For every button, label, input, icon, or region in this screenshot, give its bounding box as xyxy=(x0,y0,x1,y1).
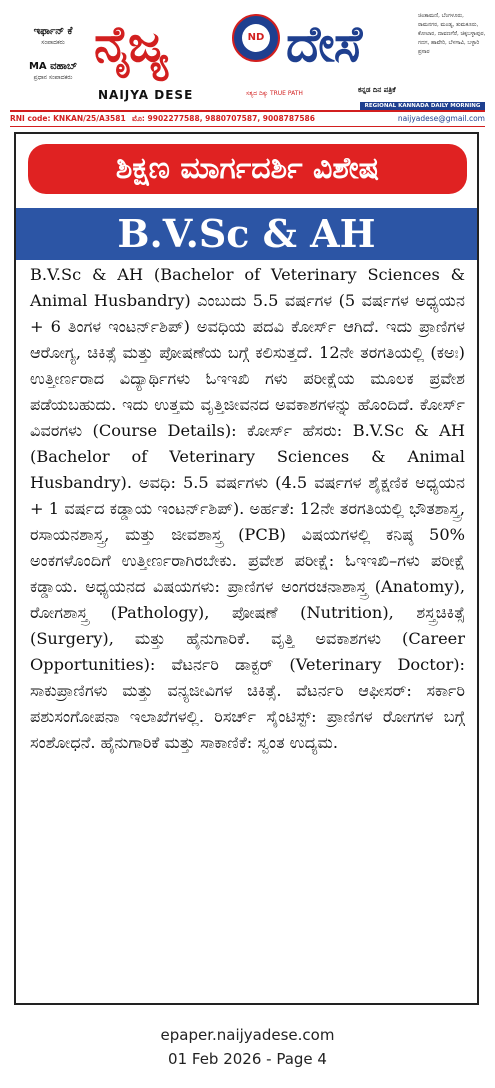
chief-editor-name: MA ವಹಾಬ್ xyxy=(28,61,78,72)
chief-editor-role: ಪ್ರಧಾನ ಸಂಪಾದಕರು xyxy=(33,74,73,81)
editor-name: ಇರ್ಫಾನ್ ಕೆ xyxy=(33,26,73,37)
newspaper-emblem-icon: ND xyxy=(232,14,280,62)
masthead-title-left: ನೈಜ್ಯ xyxy=(94,15,168,73)
email-address: naijyadese@gmail.com xyxy=(397,114,485,123)
masthead-english-name: NAIJYA DESE xyxy=(98,88,194,102)
editor-credits xyxy=(10,26,96,96)
article-body: B.V.Sc & AH (Bachelor of Veterinary Sciences & Animal Husbandry) ಎಂಬುದು 5.5 ವರ್ಷಗಳ (5 ವರ್ಷಗಳ ಅಧ್ಯಯನ + 6 ತಿಂಗಳ ಇಂಟರ್ನ್‌ಶಿಪ್) ಅವಧಿಯ ಪದವಿ ಕೋರ್ಸ್ ಆಗಿದೆ. ಇದು ಪ್ರಾಣಿಗಳ ಆರೋಗ್ಯ, ಚಿಕಿತ್ಸೆ ಮತ್ತು ಪೋಷಣೆಯ ಬಗ್ಗೆ ಕಲಿಸುತ್ತದೆ. 12ನೇ ತರಗತಿಯಲ್ಲಿ (ಕಅಃ) ಉತ್ತೀರ್ಣರಾದ ವಿದ್ಯಾರ್ಥಿಗಳು ಓಇಇಖಿ ಗಳು ಪರೀಕ್ಷೆಯ ಮೂಲಕ ಪ್ರವೇಶ ಪಡೆಯಬಹುದು. ಇದು ಉತ್ತಮ ವೃತ್ತಿಜೀವನದ ಅವಕಾಶಗಳನ್ನು ಹೊಂದಿದೆ. ಕೋರ್ಸ್ ವಿವರಗಳು (Course Details): ಕೋರ್ಸ್ ಹೆಸರು: B.V.Sc & AH (Bachelor of Veterinary Sciences & Animal Husbandry). ಅವಧಿ: 5.5 ವರ್ಷಗಳು (4.5 ವರ್ಷಗಳ ಶೈಕ್ಷಣಿಕ ಅಧ್ಯಯನ + 1 ವರ್ಷದ ಕಡ್ಡಾಯ ಇಂಟರ್ನ್‌ಶಿಪ್). ಅರ್ಹತೆ: 12ನೇ ತರಗತಿಯಲ್ಲಿ ಭೌತಶಾಸ್ತ್ರ, ರಸಾಯನಶಾಸ್ತ್ರ, ಮತ್ತು ಜೀವಶಾಸ್ತ್ರ (PCB) ವಿಷಯಗಳಲ್ಲಿ ಕನಿಷ್ಠ 50% ಅಂಕಗಳೊಂದಿಗೆ ಉತ್ತೀರ್ಣರಾಗಿರಬೇಕು. ಪ್ರವೇಶ ಪರೀಕ್ಷೆ: ಓಇಇಖಿ–ಗಳು ಪರೀಕ್ಷೆ ಕಡ್ಡಾಯ. ಅಧ್ಯಯನದ ವಿಷಯಗಳು: ಪ್ರಾಣಿಗಳ ಅಂಗರಚನಾಶಾಸ್ತ್ರ (Anatomy), ರೋಗಶಾಸ್ತ್ರ (Pathology), ಪೋಷಣೆ (Nutrition), ಶಸ್ತ್ರಚಿಕಿತ್ಸೆ (Surgery), ಮತ್ತು ಹೈನುಗಾರಿಕೆ. ವೃತ್ತಿ ಅವಕಾಶಗಳು (Career Opportunities): ವೆಟರ್ನರಿ ಡಾಕ್ಟರ್ (Veterinary Doctor): ಸಾಕುಪ್ರಾಣಿಗಳು ಮತ್ತು ವನ್ಯಜೀವಿಗಳ ಚಿಕಿತ್ಸೆ. ವೆಟರ್ನರಿ ಆಫೀಸರ್: ಸರ್ಕಾರಿ ಪಶುಸಂಗೋಪನಾ ಇಲಾಖೆಗಳಲ್ಲಿ. ರಿಸರ್ಚ್ ಸೈಂಟಿಸ್ಟ್: ಪ್ರಾಣಿಗಳ ರೋಗಗಳ ಬಗ್ಗೆ ಸಂಶೋಧನೆ. ಹೈನುಗಾರಿಕೆ ಮತ್ತು ಸಾಕಾಣಿಕೆ: ಸ್ವಂತ ಉದ್ಯಮ. xyxy=(30,265,465,752)
rni-code: RNI code: KNKAN/25/A3581 xyxy=(10,114,126,123)
editor-role: ಸಂಪಾದಕರು xyxy=(41,39,65,46)
masthead-tagline: ಸತ್ಯದ ದಿಕ್ಕು TRUE PATH xyxy=(246,90,303,97)
district-list: ಚಿಂತಾಮಣಿ, ಬೆಂಗಳೂರು, ರಾಮನಗರ, ಮಂಡ್ಯ, ತುಮಕೂರು, ಕೋಲಾರ, ದಾವಣಗೆರೆ, ಚಿಕ್ಕಬಳ್ಳಾಪುರ, ಗದಗ, ಹಾವೇರಿ, ಬೆಳಗಾವಿ, ಬಳ್ಳಾರಿ ಪ್ರಸಾರ xyxy=(418,13,486,55)
info-bar xyxy=(10,110,485,127)
epaper-site: epaper.naijyadese.com xyxy=(160,1026,335,1044)
masthead-title-right: ದೇಸೆ xyxy=(286,15,362,73)
phone-numbers: ಮೊ: 9902277588, 9880707587, 9008787586 xyxy=(132,114,315,123)
regional-label: REGIONAL KANNADA DAILY MORNING xyxy=(360,102,485,111)
masthead xyxy=(10,8,485,110)
article-frame xyxy=(14,132,479,1005)
section-banner: ಶಿಕ್ಷಣ ಮಾರ್ಗದರ್ಶಿ ವಿಶೇಷ xyxy=(28,144,467,194)
paper-tagline: ಕನ್ನಡ ದಿನ ಪತ್ರಿಕೆ xyxy=(358,86,396,94)
date-page: 01 Feb 2026 - Page 4 xyxy=(168,1050,327,1068)
course-title: B.V.Sc & AH xyxy=(16,208,477,260)
